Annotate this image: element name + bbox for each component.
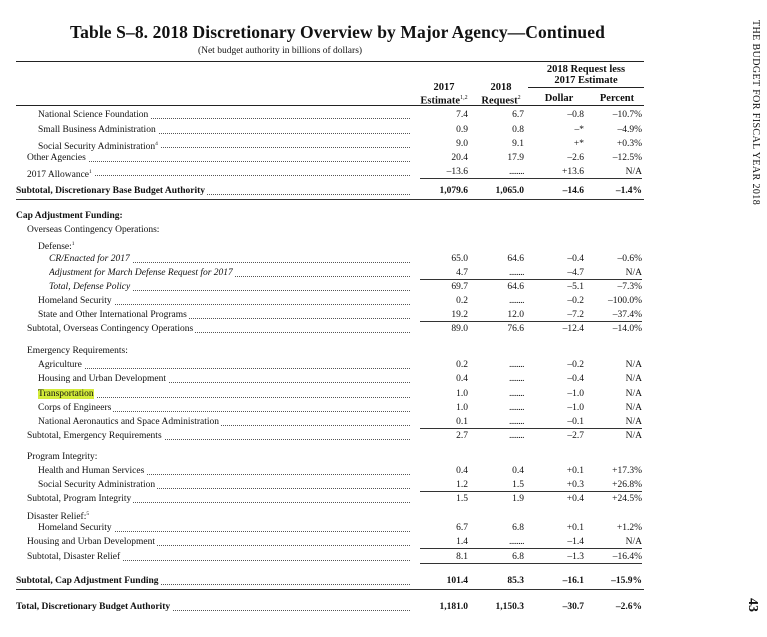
row-label-state-and-other-international-programs xyxy=(38,309,410,322)
cell-c3: –* xyxy=(574,125,584,135)
cell-c3: –7.2 xyxy=(567,310,584,320)
row-label-text: State and Other International Programs xyxy=(38,310,187,320)
row-label-text: Cap Adjustment Funding: xyxy=(16,211,123,221)
cell-c3: +0.1 xyxy=(566,523,584,533)
cell-c2: 0.4 xyxy=(512,466,524,476)
cell-c3: +0.1 xyxy=(566,466,584,476)
table-row xyxy=(0,138,767,151)
cell-c2: ........ xyxy=(509,403,524,413)
row-label-subtotal-cap-adjustment-funding xyxy=(16,575,410,588)
cell-c3: +0.4 xyxy=(566,494,584,504)
row-label-disaster-relief xyxy=(27,508,400,521)
row-label-total-defense-policy xyxy=(49,281,410,294)
table-row xyxy=(0,238,767,251)
cell-c3: –0.2 xyxy=(567,360,584,370)
cell-c1: 1,181.0 xyxy=(439,602,468,612)
table-row xyxy=(0,430,767,443)
row-label-text: Agriculture xyxy=(38,360,82,370)
cell-c3: –0.2 xyxy=(567,296,584,306)
cell-c1: 0.2 xyxy=(456,296,468,306)
row-label-subtotal-disaster-relief xyxy=(27,551,410,564)
row-label-health-and-human-services xyxy=(38,465,410,478)
cell-c3: –1.0 xyxy=(567,389,584,399)
header-dollar: Dollar xyxy=(544,93,574,104)
row-label-subtotal-discretionary-base-budget-authority xyxy=(16,185,410,198)
subtotal-rule xyxy=(420,491,642,492)
cell-c2: 85.3 xyxy=(507,576,524,586)
table-row xyxy=(0,309,767,322)
subtotal-rule xyxy=(420,548,642,549)
cell-c2: 6.8 xyxy=(512,523,524,533)
row-label-text: Defense: xyxy=(38,242,72,251)
row-label-text: Subtotal, Emergency Requirements xyxy=(27,431,162,441)
row-label-national-aeronautics-and-space-administration xyxy=(38,416,410,429)
table-row xyxy=(0,185,767,198)
cell-c4: N/A xyxy=(625,167,642,177)
cell-c3: –2.7 xyxy=(567,431,584,441)
row-label-cr-enacted-for-2017 xyxy=(49,253,410,266)
cell-c1: 1,079.6 xyxy=(439,186,468,196)
header-2018-request: 2018 Request$^2$ xyxy=(481,82,521,107)
row-label-emergency-requirements xyxy=(27,345,400,358)
cell-c4: N/A xyxy=(625,403,642,413)
subtotal-rule xyxy=(420,279,642,280)
row-label-overseas-contingency-operations xyxy=(27,224,400,237)
row-label-text: 2017 Allowance xyxy=(27,170,90,179)
row-label-agriculture xyxy=(38,359,410,372)
table-row xyxy=(0,493,767,506)
cell-c3: –14.6 xyxy=(562,186,584,196)
table-row xyxy=(0,601,767,614)
row-label-housing-and-urban-development xyxy=(38,373,410,386)
row-label-transportation xyxy=(38,388,410,401)
table-row xyxy=(0,536,767,549)
cell-c2: 64.6 xyxy=(507,282,524,292)
table-row xyxy=(0,210,767,223)
table-row xyxy=(0,152,767,165)
header-percent: Percent xyxy=(599,93,635,104)
dot-leader xyxy=(38,368,410,369)
cell-c4: N/A xyxy=(625,431,642,441)
cell-c2: ........ xyxy=(509,268,524,278)
footnote-marker: 4 xyxy=(155,141,158,147)
row-label-corps-of-engineers xyxy=(38,402,410,415)
cell-c3: –0.4 xyxy=(567,254,584,264)
cell-c4: N/A xyxy=(625,360,642,370)
cell-c2: 9.1 xyxy=(512,139,524,149)
cell-c3: –4.7 xyxy=(567,268,584,278)
row-label-housing-and-urban-development xyxy=(27,536,410,549)
cell-c2: 17.9 xyxy=(507,153,524,163)
cell-c2: ........ xyxy=(509,374,524,384)
cell-c4: –7.3% xyxy=(617,282,642,292)
cell-c2: ........ xyxy=(509,360,524,370)
row-label-national-science-foundation xyxy=(38,109,410,122)
cell-c4: +17.3% xyxy=(612,466,642,476)
top-rule xyxy=(16,61,644,62)
cell-c3: –0.1 xyxy=(567,417,584,427)
cell-c1: 1.5 xyxy=(456,494,468,504)
cell-c2: ........ xyxy=(509,389,524,399)
row-label-social-security-administration xyxy=(38,138,410,151)
cell-c3: –16.1 xyxy=(562,576,584,586)
cell-c1: 9.0 xyxy=(456,139,468,149)
table-row xyxy=(0,508,767,521)
cell-c2: 1,065.0 xyxy=(495,186,524,196)
cell-c2: 6.7 xyxy=(512,110,524,120)
table-row xyxy=(0,551,767,564)
cell-c1: 7.4 xyxy=(456,110,468,120)
row-label-text: Small Business Administration xyxy=(38,125,156,135)
row-label-text: Housing and Urban Development xyxy=(27,537,155,547)
cell-c3: –1.3 xyxy=(567,552,584,562)
subtotal-rule xyxy=(420,178,642,179)
row-label-social-security-administration xyxy=(38,479,410,492)
cell-c3: –30.7 xyxy=(562,602,584,612)
table-title: Table S–8. 2018 Discretionary Overview by Major Agency—Continued xyxy=(70,22,605,42)
spanner-rule xyxy=(528,87,644,88)
cell-c4: –2.6% xyxy=(615,602,642,612)
page-number: 43 xyxy=(745,598,760,612)
row-label-other-agencies xyxy=(27,152,410,165)
row-label-program-integrity xyxy=(27,451,400,464)
cell-c4: –100.0% xyxy=(607,296,642,306)
table-row xyxy=(0,253,767,266)
row-label-text: Program Integrity: xyxy=(27,452,98,462)
cell-c1: 1.0 xyxy=(456,403,468,413)
cell-c1: 1.0 xyxy=(456,389,468,399)
table-row xyxy=(0,465,767,478)
row-label-text: Emergency Requirements: xyxy=(27,346,128,356)
cell-c4: –1.4% xyxy=(615,186,642,196)
cell-c4: N/A xyxy=(625,417,642,427)
cell-c1: 1.4 xyxy=(456,537,468,547)
cell-c1: 0.1 xyxy=(456,417,468,427)
cell-c2: 1.9 xyxy=(512,494,524,504)
cell-c2: 6.8 xyxy=(512,552,524,562)
cell-c1: 4.7 xyxy=(456,268,468,278)
cell-c4: –4.9% xyxy=(617,125,642,135)
cell-c4: N/A xyxy=(625,537,642,547)
cell-c4: +0.3% xyxy=(616,139,642,149)
row-label-adjustment-for-march-defense-request-for-2017 xyxy=(49,267,410,280)
cell-c2: 64.6 xyxy=(507,254,524,264)
cell-c3: +0.3 xyxy=(566,480,584,490)
row-label-text: Housing and Urban Development xyxy=(38,374,166,384)
cell-c1: 1.2 xyxy=(456,480,468,490)
cell-c4: –0.6% xyxy=(617,254,642,264)
table-row xyxy=(0,124,767,137)
cell-c1: 20.4 xyxy=(451,153,468,163)
row-label-homeland-security xyxy=(38,295,410,308)
row-label-text: Transportation xyxy=(38,389,94,399)
row-label-text: Corps of Engineers xyxy=(38,403,112,413)
row-label-text: Subtotal, Overseas Contingency Operations xyxy=(27,324,194,334)
cell-c1: 19.2 xyxy=(451,310,468,320)
table-row xyxy=(0,281,767,294)
cell-c1: 8.1 xyxy=(456,552,468,562)
cell-c3: –2.6 xyxy=(567,153,584,163)
cell-c4: –37.4% xyxy=(612,310,642,320)
cell-c2: 1,150.3 xyxy=(495,602,524,612)
table-row xyxy=(0,575,767,588)
cell-c1: 0.4 xyxy=(456,466,468,476)
table-row xyxy=(0,479,767,492)
cell-c2: ........ xyxy=(509,537,524,547)
row-label-text: National Science Foundation xyxy=(38,110,149,120)
subtotal-rule xyxy=(420,428,642,429)
row-label-text: Subtotal, Discretionary Base Budget Authority xyxy=(16,186,206,196)
cell-c3: –5.1 xyxy=(567,282,584,292)
cell-c4: –15.9% xyxy=(611,576,642,586)
row-label-text: Subtotal, Cap Adjustment Funding xyxy=(16,576,159,586)
row-label-cap-adjustment-funding xyxy=(16,210,400,223)
table-row xyxy=(0,345,767,358)
row-label-text: Other Agencies xyxy=(27,153,86,163)
subtotal-rule xyxy=(420,321,642,322)
cell-c1: 6.7 xyxy=(456,523,468,533)
section-rule xyxy=(16,199,644,200)
row-label-text: Overseas Contingency Operations: xyxy=(27,225,160,235)
section-rule xyxy=(16,589,644,590)
table-row xyxy=(0,416,767,429)
row-label-subtotal-emergency-requirements xyxy=(27,430,410,443)
cell-c1: 69.7 xyxy=(451,282,468,292)
cell-c1: 101.4 xyxy=(446,576,468,586)
row-label-text: Disaster Relief: xyxy=(27,512,87,521)
cell-c4: +24.5% xyxy=(612,494,642,504)
row-label-text: Health and Human Services xyxy=(38,466,145,476)
table-row xyxy=(0,451,767,464)
cell-c2: ........ xyxy=(509,431,524,441)
cell-c4: –14.0% xyxy=(612,324,642,334)
cell-c2: ........ xyxy=(509,167,524,177)
cell-c1: 0.9 xyxy=(456,125,468,135)
row-label-text: Total, Discretionary Budget Authority xyxy=(16,602,171,612)
header-rule xyxy=(16,105,644,106)
cell-c3: +13.6 xyxy=(562,167,584,177)
table-row xyxy=(0,109,767,122)
cell-c4: –10.7% xyxy=(612,110,642,120)
cell-c1: 0.4 xyxy=(456,374,468,384)
cell-c1: 65.0 xyxy=(451,254,468,264)
row-label-text: National Aeronautics and Space Administration xyxy=(38,417,219,427)
row-label-small-business-administration xyxy=(38,124,410,137)
table-row xyxy=(0,388,767,401)
subtotal-rule xyxy=(420,563,642,564)
table-subtitle: (Net budget authority in billions of dollars) xyxy=(197,46,363,56)
table-row xyxy=(0,224,767,237)
cell-c2: 76.6 xyxy=(507,324,524,334)
header-2017-estimate: 2017 Estimate$^{1,2}$ xyxy=(420,82,468,107)
cell-c2: 1.5 xyxy=(512,480,524,490)
table-row xyxy=(0,359,767,372)
cell-c3: –0.8 xyxy=(567,110,584,120)
table-row xyxy=(0,522,767,535)
footnote-marker: 1 xyxy=(89,169,92,175)
row-label-subtotal-program-integrity xyxy=(27,493,410,506)
cell-c2: ........ xyxy=(509,296,524,306)
table-row xyxy=(0,166,767,179)
header-spanner: 2018 Request less 2017 Estimate xyxy=(546,64,626,86)
cell-c1: 2.7 xyxy=(456,431,468,441)
table-row xyxy=(0,373,767,386)
row-label-text: Total, Defense Policy xyxy=(49,282,131,292)
cell-c3: +* xyxy=(573,139,584,149)
row-label-defense xyxy=(38,238,400,251)
cell-c3: –1.4 xyxy=(567,537,584,547)
row-label-subtotal-overseas-contingency-operations xyxy=(27,323,410,336)
cell-c3: –1.0 xyxy=(567,403,584,413)
row-label-total-discretionary-budget-authority xyxy=(16,601,410,614)
table-row xyxy=(0,323,767,336)
cell-c1: 0.2 xyxy=(456,360,468,370)
cell-c2: 0.8 xyxy=(512,125,524,135)
footnote-marker: 5 xyxy=(86,511,90,517)
cell-c3: –12.4 xyxy=(562,324,584,334)
row-label-text: Subtotal, Program Integrity xyxy=(27,494,132,504)
cell-c4: –16.4% xyxy=(612,552,642,562)
footnote-marker: 1 xyxy=(71,241,75,247)
row-label-homeland-security xyxy=(38,522,410,535)
cell-c1: –13.6 xyxy=(446,167,468,177)
cell-c4: N/A xyxy=(625,389,642,399)
row-label-text: Social Security Administration xyxy=(38,142,156,151)
row-label-text: Social Security Administration xyxy=(38,480,156,490)
cell-c4: –12.5% xyxy=(612,153,642,163)
row-label-text: Subtotal, Disaster Relief xyxy=(27,552,121,562)
row-label-text: Homeland Security xyxy=(38,523,112,533)
cell-c4: +26.8% xyxy=(612,480,642,490)
cell-c3: –0.4 xyxy=(567,374,584,384)
table-row xyxy=(0,402,767,415)
spine-text: THE BUDGET FOR FISCAL YEAR 2018 xyxy=(750,20,761,206)
cell-c2: ........ xyxy=(509,417,524,427)
row-label-2017-allowance xyxy=(27,166,410,179)
table-row xyxy=(0,267,767,280)
row-label-text: CR/Enacted for 2017 xyxy=(49,254,130,264)
cell-c4: +1.2% xyxy=(616,523,642,533)
row-label-text: Adjustment for March Defense Request for 2017 xyxy=(49,268,233,278)
row-label-text: Homeland Security xyxy=(38,296,112,306)
cell-c4: N/A xyxy=(625,268,642,278)
cell-c1: 89.0 xyxy=(451,324,468,334)
cell-c2: 12.0 xyxy=(507,310,524,320)
table-row xyxy=(0,295,767,308)
cell-c4: N/A xyxy=(625,374,642,384)
